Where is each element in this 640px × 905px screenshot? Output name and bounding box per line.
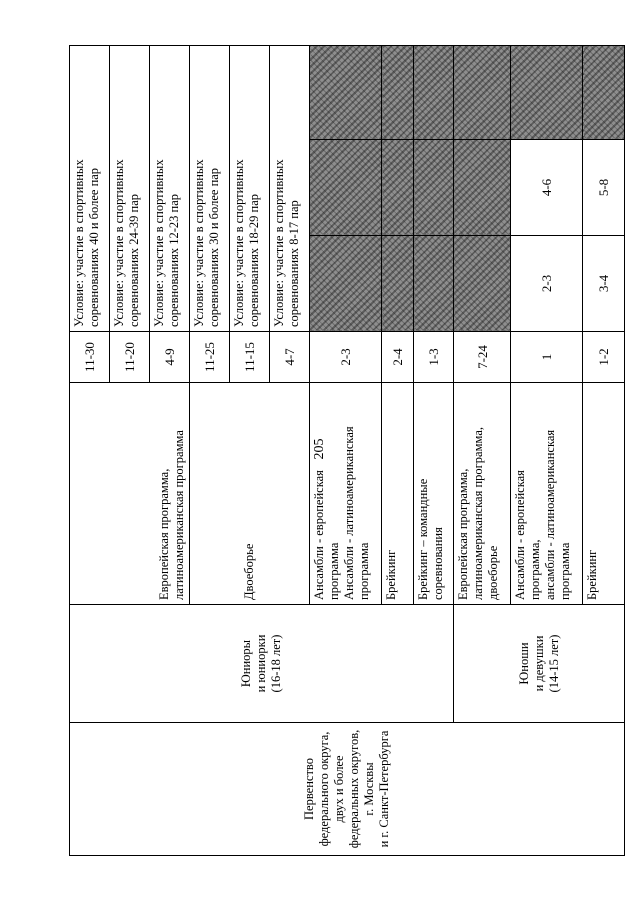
value-cell: 11-25 [190, 332, 230, 383]
event-title-line: федеральных округов, [347, 729, 361, 849]
event-title-line: Первенство [302, 758, 316, 820]
condition-line: соревнованиях 30 и более пар [207, 167, 221, 327]
table-row [70, 46, 110, 856]
value-cell: 1 [511, 332, 583, 383]
value-cell: 4-9 [150, 332, 190, 383]
hatched-cell [382, 46, 414, 140]
group-label-line: и юниорки [254, 634, 268, 693]
program-cell: Брейкинг [382, 383, 414, 605]
value-cell: 1-2 [583, 332, 625, 383]
hatched-cell [382, 236, 414, 332]
program-cell [454, 383, 511, 605]
condition-line: Условие: участие в спортивных [152, 159, 166, 327]
hatched-cell [382, 140, 414, 236]
group-label-line: и девушки [531, 635, 546, 692]
hatched-cell [310, 140, 382, 236]
program-line: Европейская программа, [456, 468, 470, 600]
program-line: латиноамериканская программа, [471, 427, 485, 600]
hatched-cell [414, 46, 454, 140]
condition-cell [150, 46, 190, 332]
program-line: двоеборье [486, 545, 500, 600]
hatched-cell [454, 46, 511, 140]
value-cell: 11-15 [230, 332, 270, 383]
group-label-juniors [70, 605, 454, 723]
event-title-line: двух и более [332, 755, 346, 823]
condition-line: Условие: участие в спортивных [72, 159, 86, 327]
condition-line: соревнованиях 18-29 пар [247, 193, 261, 327]
value-cell: 2-4 [382, 332, 414, 383]
condition-line: соревнованиях 12-23 пар [167, 193, 181, 327]
program-cell [414, 383, 454, 605]
hatched-cell [583, 46, 625, 140]
program-line: программа [357, 542, 371, 600]
condition-cell [190, 46, 230, 332]
competition-table [69, 45, 625, 856]
program-line: программа [558, 542, 572, 600]
condition-line: Условие: участие в спортивных [272, 159, 286, 327]
value-cell: 2-3 [511, 236, 583, 332]
condition-cell [110, 46, 150, 332]
condition-cell [70, 46, 110, 332]
condition-cell [230, 46, 270, 332]
hatched-cell [454, 236, 511, 332]
condition-line: Условие: участие в спортивных [112, 159, 126, 327]
hatched-cell [454, 140, 511, 236]
event-title-cell [70, 723, 625, 856]
group-label-line: (14-15 лет) [546, 634, 561, 693]
value-cell: 2-3 [310, 332, 382, 383]
hatched-cell [511, 46, 583, 140]
condition-line: Условие: участие в спортивных [192, 159, 206, 327]
program-cell [310, 383, 382, 605]
event-title-line: г. Москвы [362, 762, 376, 816]
event-title-line: и г. Санкт-Петербурга [377, 730, 391, 848]
program-line: ансамбли - латиноамериканская [543, 429, 557, 600]
hatched-cell [310, 46, 382, 140]
value-cell: 11-20 [110, 332, 150, 383]
condition-line: Условие: участие в спортивных [232, 159, 246, 327]
program-line: соревнования [431, 527, 445, 600]
value-cell: 11-30 [70, 332, 110, 383]
event-title-line: федерального округа, [317, 731, 331, 847]
value-cell: 4-6 [511, 140, 583, 236]
group-label-line: (16-18 лет) [269, 634, 283, 693]
rotated-table-container [69, 46, 624, 856]
value-cell: 1-3 [414, 332, 454, 383]
value-cell: 7-24 [454, 332, 511, 383]
page-number: 205 [312, 438, 327, 460]
program-line: программа [327, 542, 341, 600]
program-line: Ансамбли - европейская [312, 470, 326, 600]
program-cell: Европейская программа, латиноамериканская программа [70, 383, 190, 605]
value-cell: 5-8 [583, 140, 625, 236]
program-line: программа, [528, 539, 542, 600]
group-label-youth [454, 605, 625, 723]
condition-cell [270, 46, 310, 332]
program-cell [511, 383, 583, 605]
hatched-cell [310, 236, 382, 332]
group-label-line: Юноши [516, 642, 531, 685]
value-cell: 3-4 [583, 236, 625, 332]
program-line: Ансамбли - латиноамериканская [342, 426, 356, 600]
condition-line: соревнованиях 8-17 пар [287, 200, 301, 327]
value-cell: 4-7 [270, 332, 310, 383]
program-line: Ансамбли - европейская [513, 470, 527, 600]
condition-line: соревнованиях 40 и более пар [87, 167, 101, 327]
program-line: Брейкинг – командные [416, 478, 430, 600]
program-cell: Брейкинг [583, 383, 625, 605]
group-label-line: Юниоры [239, 639, 253, 688]
hatched-cell [414, 236, 454, 332]
condition-line: соревнованиях 24-39 пар [127, 193, 141, 327]
hatched-cell [414, 140, 454, 236]
program-cell: Двоеборье [190, 383, 310, 605]
